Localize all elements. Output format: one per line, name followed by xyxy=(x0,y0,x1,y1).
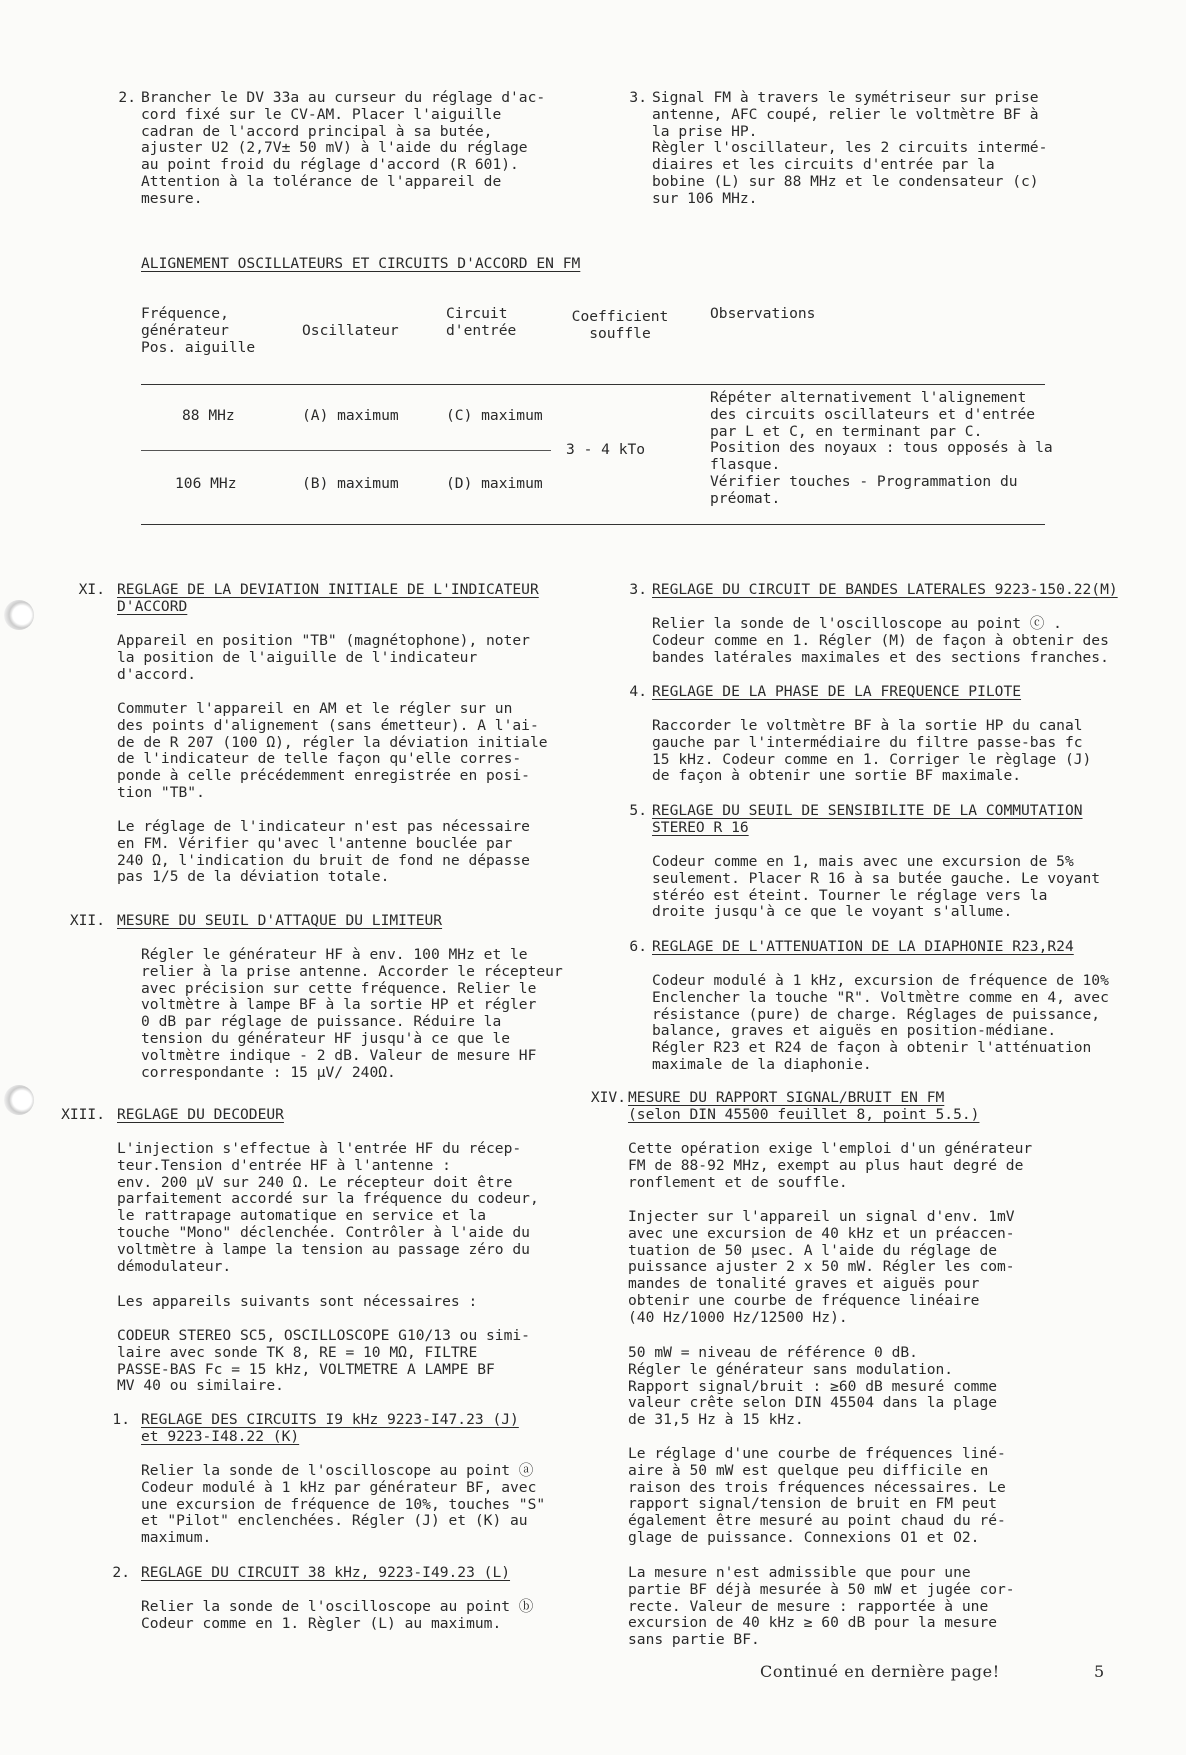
punch-hole-mark xyxy=(4,1085,34,1115)
section-xi-title: REGLAGE DE LA DEVIATION INITIALE DE L'INDICATEUR D'ACCORD xyxy=(117,581,539,615)
section-xiv-title: MESURE DU RAPPORT SIGNAL/BRUIT EN FM (selon DIN 45500 feuillet 8, point 5.5.) xyxy=(628,1089,980,1123)
top-right-num: 3. xyxy=(629,89,647,106)
sub-1-title: REGLAGE DES CIRCUITS I9 kHz 9223-I47.23 (J) et 9223-I48.22 (K) xyxy=(141,1411,519,1445)
table-observations-text: Répéter alternativement l'alignement des circuits oscillateurs et d'entrée par L et C, en terminant par C. Position des noyaux : tous opposés à la flasque. Vérifier touches - Programmation du préomat. xyxy=(710,389,1053,507)
sub-5-num: 5. xyxy=(629,802,647,819)
section-xii-num: XII. xyxy=(69,912,105,929)
row-88-oscillateur: (A) maximum xyxy=(302,407,399,424)
punch-hole-mark xyxy=(4,600,34,630)
sub-5-text: Codeur comme en 1, mais avec une excursion de 5% seulement. Placer R 16 à sa butée gauche. Le voyant stéréo est éteint. Tourner le réglage vers la droite jusqu'à ce que le voyant s'allume. xyxy=(652,853,1101,921)
sub-4-num: 4. xyxy=(629,683,647,700)
row-106-circuit: (D) maximum xyxy=(446,475,543,492)
section-xi-num: XI. xyxy=(78,581,105,598)
table-header-rule xyxy=(141,384,1045,385)
section-xi-p1: Appareil en position "TB" (magnétophone), noter la position de l'aiguille de l'indicateur d'accord. xyxy=(117,632,530,683)
sub-2-title: REGLAGE DU CIRCUIT 38 kHz, 9223-I49.23 (L) xyxy=(141,1564,511,1581)
top-left-num: 2. xyxy=(118,89,136,106)
section-xiii-num: XIII. xyxy=(61,1106,105,1123)
section-xii-p1: Régler le générateur HF à env. 100 MHz et le relier à la prise antenne. Accorder le récepteur avec précision sur cette fréquence. Relier le voltmètre à lampe BF à la sortie HP et régler 0 dB par réglage de puissance. Réduire la tension du générateur HF jusqu'à ce que le voltmètre indique - 2 dB. Valeur de mesure HF correspondante : 15 µV/ 240Ω. xyxy=(141,946,563,1081)
table-title: ALIGNEMENT OSCILLATEURS ET CIRCUITS D'ACCORD EN FM xyxy=(141,255,581,272)
sub-6-text: Codeur modulé à 1 kHz, excursion de fréquence de 10% Enclencher la touche "R". Voltmètre comme en 4, avec résistance (pure) de charge. Réglages de puissance, balance, graves et aiguës en position-médiane. Régler R23 et R24 de façon à obtenir l'atténuation maximale de la diaphonie. xyxy=(652,972,1109,1073)
table-coefficient-value: 3 - 4 kTo xyxy=(566,441,646,458)
sub-4-text: Raccorder le voltmètre BF à la sortie HP du canal gauche par l'intermédiaire du filtre passe-bas fc 15 kHz. Codeur comme en 1. Corriger le règlage (J) de façon à obtenir une sortie BF maximale. xyxy=(652,717,1092,785)
table-bottom-rule xyxy=(141,524,1045,525)
continued-note: Continué en dernière page! xyxy=(760,1662,1000,1681)
section-xiv-p4: Le réglage d'une courbe de fréquences liné- aire à 50 mW est quelque peu difficile en raison des trois fréquences nécessaires. Le rapport signal/tension de bruit en FM peut également être mesuré au point chaud du ré- glage de puissance. Connexions O1 et O2. xyxy=(628,1445,1006,1546)
top-right-paragraph: Signal FM à travers le symétriseur sur prise antenne, AFC coupé, relier le voltmètre BF à la prise HP. Règler l'oscillateur, les 2 circuits intermé- diaires et les circuits d'entrée par la bobine (L) sur 88 MHz et le condensateur (c) sur 106 MHz. xyxy=(652,89,1048,207)
table-header-observations: Observations xyxy=(710,305,816,322)
sub-3-title: REGLAGE DU CIRCUIT DE BANDES LATERALES 9223-150.22(M) xyxy=(652,581,1118,598)
sub-6-title: REGLAGE DE L'ATTENUATION DE LA DIAPHONIE R23,R24 xyxy=(652,938,1074,955)
page-number: 5 xyxy=(1094,1662,1105,1681)
section-xiii-title: REGLAGE DU DECODEUR xyxy=(117,1106,284,1123)
sub-1-text: Relier la sonde de l'oscilloscope au point ⓐ Codeur modulé à 1 kHz par générateur BF, avec une excursion de fréquence de 10%, touches "S" et "Pilot" enclenchées. Régler (J) et (K) au maximum. xyxy=(141,1462,546,1547)
row-88-frequence: 88 MHz xyxy=(182,407,235,424)
section-xiv-p5: La mesure n'est admissible que pour une partie BF déjà mesurée à 50 mW et jugée cor- recte. Valeur de mesure : rapportée à une excursion de 40 kHz ≥ 60 dB pour la mesure sans partie BF. xyxy=(628,1564,1015,1649)
sub-1-num: 1. xyxy=(112,1411,130,1428)
table-header-frequence: Fréquence, générateur Pos. aiguille xyxy=(141,305,256,356)
section-xiii-p3: CODEUR STEREO SC5, OSCILLOSCOPE G10/13 ou simi- laire avec sonde TK 8, RE = 10 MΩ, FILTRE PASSE-BAS Fc = 15 kHz, VOLTMETRE A LAMPE BF MV 40 ou similaire. xyxy=(117,1327,530,1395)
table-header-coefficient: Coefficient souffle xyxy=(571,308,669,342)
sub-5-title: REGLAGE DU SEUIL DE SENSIBILITE DE LA COMMUTATION STEREO R 16 xyxy=(652,802,1083,836)
table-row-divider xyxy=(141,450,551,451)
section-xiv-num: XIV. xyxy=(590,1089,626,1106)
row-106-oscillateur: (B) maximum xyxy=(302,475,399,492)
sub-6-num: 6. xyxy=(629,938,647,955)
sub-2-text: Relier la sonde de l'oscilloscope au point ⓑ Codeur comme en 1. Règler (L) au maximum. xyxy=(141,1598,534,1632)
section-xi-p3: Le réglage de l'indicateur n'est pas nécessaire en FM. Vérifier qu'avec l'antenne bouclée par 240 Ω, l'indication du bruit de fond ne dépasse pas 1/5 de la déviation totale. xyxy=(117,818,530,886)
section-xii-title: MESURE DU SEUIL D'ATTAQUE DU LIMITEUR xyxy=(117,912,443,929)
sub-3-num: 3. xyxy=(629,581,647,598)
top-left-paragraph: Brancher le DV 33a au curseur du réglage d'ac- cord fixé sur le CV-AM. Placer l'aiguille cadran de l'accord principal à sa butée, ajuster U2 (2,7V± 50 mV) à l'aide du réglage au point froid du réglage d'accord (R 601). Attention à la tolérance de l'appareil de mesure. xyxy=(141,89,546,207)
table-header-oscillateur: Oscillateur xyxy=(302,322,399,339)
section-xiii-p2: Les appareils suivants sont nécessaires : xyxy=(117,1293,478,1310)
section-xiii-p1: L'injection s'effectue à l'entrée HF du récep- teur.Tension d'entrée HF à l'antenne : env. 200 µV sur 240 Ω. Le récepteur doit être parfaitement accordé sur la fréquence du codeur, le rattrapage automatique en service et la touche "Mono" déclenchée. Contrôler à l'aide du voltmètre à lampe la tension au passage zéro du démodulateur. xyxy=(117,1140,539,1275)
section-xiv-p3: 50 mW = niveau de référence 0 dB. Régler le générateur sans modulation. Rapport signal/bruit : ≥60 dB mesuré comme valeur crête selon DIN 45504 dans la plage de 31,5 Hz à 15 kHz. xyxy=(628,1344,998,1429)
sub-4-title: REGLAGE DE LA PHASE DE LA FREQUENCE PILOTE xyxy=(652,683,1022,700)
section-xi-p2: Commuter l'appareil en AM et le régler sur un des points d'alignement (sans émetteur). A l'ai- de de R 207 (100 Ω), régler la déviation initiale de l'indicateur de telle façon qu'elle corres- ponde à celle précédemment enregistrée en posi- tion "TB". xyxy=(117,700,548,801)
section-xiv-p1: Cette opération exige l'emploi d'un générateur FM de 88-92 MHz, exempt au plus haut degré de ronflement et de souffle. xyxy=(628,1140,1033,1191)
row-106-frequence: 106 MHz xyxy=(175,475,237,492)
table-header-circuit: Circuit d'entrée xyxy=(446,305,517,339)
sub-3-text: Relier la sonde de l'oscilloscope au point ⓒ . Codeur comme en 1. Régler (M) de façon à obtenir des bandes latérales maximales et des sections franches. xyxy=(652,615,1109,666)
section-xiv-p2: Injecter sur l'appareil un signal d'env. 1mV avec une excursion de 40 kHz et un préaccen- tuation de 50 µsec. A l'aide du réglage de puissance ajuster 2 x 50 mW. Régler les com- mandes de tonalité graves et aiguës pour obtenir une courbe de fréquence linéaire (40 Hz/1000 Hz/12500 Hz). xyxy=(628,1208,1015,1326)
sub-2-num: 2. xyxy=(112,1564,130,1581)
row-88-circuit: (C) maximum xyxy=(446,407,543,424)
